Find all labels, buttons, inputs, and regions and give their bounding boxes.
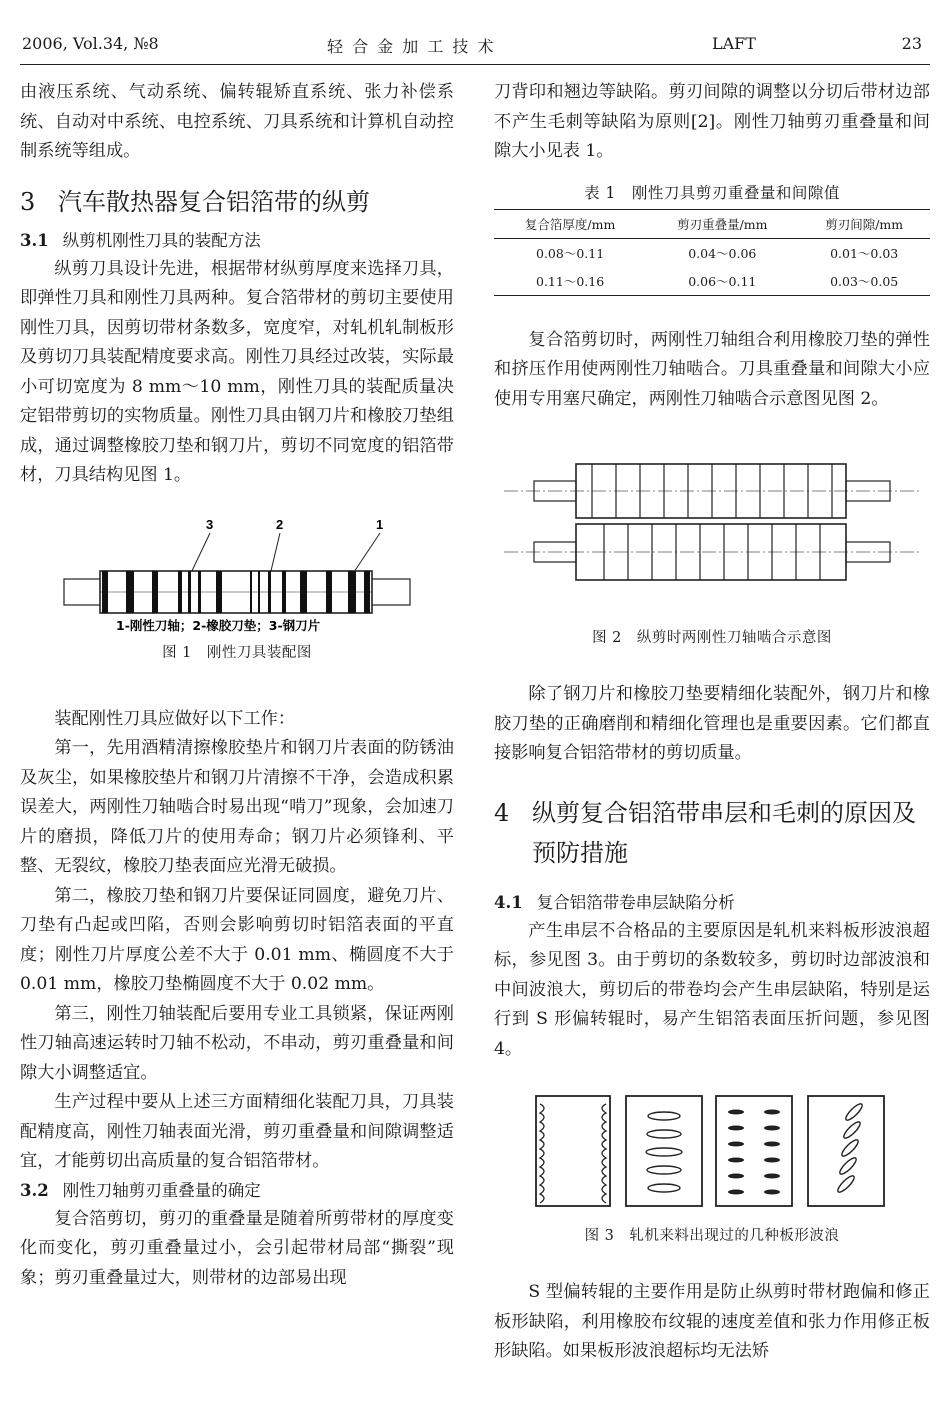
paragraph-second: 第二，橡胶刀垫和钢刀片要保证同圆度，避免刀片、刀垫有凸起或凹陷，否则会影响剪切时铝箔表面的平直度；刚性刀片厚度公差不大于 0.01 mm、椭圆度不大于 0.01 mm，橡胶刀垫椭圆度不大于 0.02 mm。	[20, 885, 454, 994]
table-header-cell: 剪刃间隙/mm	[798, 209, 930, 238]
figure-2	[494, 444, 930, 654]
diagonal-wave-panel	[808, 1096, 884, 1206]
table-cell: 0.03～0.05	[798, 267, 930, 296]
fig1-label-3: 3	[206, 516, 214, 532]
figure-3-caption: 图 3 轧机来料出现过的几种板形波浪	[584, 1228, 840, 1244]
figure-2-drawing	[494, 444, 930, 612]
table-cell: 0.06～0.11	[646, 267, 798, 296]
paragraph-3-2: 复合箔剪切，剪刃的重叠量是随着所剪带材的厚度变化而变化，剪刃重叠量过小，会引起带材局部“撕裂”现象；剪刃重叠量过大，则带材的边部易出现	[20, 1208, 454, 1288]
paragraph-4-1: 产生串层不合格品的主要原因是轧机来料板形波浪超标，参见图 3。由于剪切的条数较多，剪切时边部波浪和中间波浪大，剪切后的带卷均会产生串层缺陷，特别是运行到 S 形偏转辊时，易产生铝箔表面压折问题，参见图 4。	[494, 920, 930, 1059]
figure-1-caption: 图 1 刚性刀具装配图	[162, 644, 312, 661]
header-issue: 2006, Vol.34, №8	[22, 34, 159, 53]
fig1-legend: 1-刚性刀轴；2-橡胶刀垫；3-钢刀片	[116, 617, 321, 633]
table-cell: 0.04～0.06	[688, 245, 757, 261]
figure-1	[20, 505, 454, 683]
fig1-label-2: 2	[276, 516, 284, 532]
table-header-cell: 复合箔厚度/mm	[494, 209, 646, 238]
subsection-4-1-heading	[494, 889, 930, 917]
continued-paragraph: 刀背印和翘边等缺陷。剪刃间隙的调整以分切后带材边部不产生毛刺等缺陷为原则[2]。刚性刀轴剪刃重叠量和间隙大小见表 1。	[494, 82, 930, 161]
subsection-3-2-heading	[20, 1177, 454, 1205]
subsection-3-1-heading	[20, 227, 454, 255]
table-1-caption: 表 1 刚性刀具剪刃重叠量和间隙值	[584, 183, 840, 202]
figure-1-drawing	[20, 505, 454, 635]
subsection-title: 复合铝箔带卷串层缺陷分析	[536, 892, 735, 912]
section-title: 汽车散热器复合铝箔带的纵剪	[58, 187, 370, 216]
paragraph-third: 第三，刚性刀轴装配后要用专业工具锁紧，保证两刚性刀轴高速运转时刀轴不松动，不串动，剪刃重叠量和间隙大小调整适宜。	[20, 1003, 454, 1083]
figure-3-drawing	[494, 1090, 930, 1214]
paragraph-first: 第一，先用酒精清擦橡胶垫片和钢刀片表面的防锈油及灰尘，如果橡胶垫片和钢刀片清擦不干净，会造成积累误差大，两刚性刀轴啮合时易出现“啃刀”现象，会加速刀片的磨损，降低刀片的使用寿命；钢刀片必须锋利、平整、无裂纹，橡胶刀垫表面应光滑无破损。	[20, 738, 454, 876]
page-number: 23	[901, 34, 922, 53]
table-cell: 0.11～0.16	[494, 267, 646, 296]
section-number: 4	[494, 798, 510, 827]
table-cell: 0.08～0.11	[536, 245, 605, 261]
table-1	[494, 209, 930, 296]
subsection-number: 3.1	[20, 230, 49, 250]
subsection-number: 3.2	[20, 1180, 49, 1200]
right-column	[494, 78, 930, 1367]
header-journal-title: 轻 合 金 加 工 技 术	[327, 37, 496, 56]
left-column	[20, 78, 454, 1293]
figure-3	[494, 1090, 930, 1270]
paragraph-besides: 除了钢刀片和橡胶刀垫要精细化装配外，钢刀片和橡胶刀垫的正确磨削和精细化管理也是重要因素。它们都直接影响复合铝箔带材的剪切质量。	[494, 684, 930, 763]
paragraph-shear: 复合箔剪切时，两刚性刀轴组合利用橡胶刀垫的弹性和挤压作用使两刚性刀轴啮合。刀具重叠量和间隙大小应使用专用塞尺确定，两刚性刀轴啮合示意图见图 2。	[494, 329, 930, 409]
figure-2-caption: 图 2 纵剪时两刚性刀轴啮合示意图	[592, 630, 832, 646]
section-4-heading	[494, 793, 930, 873]
intro-paragraph: 由液压系统、气动系统、偏转辊矫直系统、张力补偿系统、自动对中系统、电控系统、刀具系统和计算机自动控制系统等组成。	[20, 82, 454, 161]
table-header-row	[494, 209, 930, 238]
paragraph-production: 生产过程中要从上述三方面精细化装配刀具，刀具装配精度高，刚性刀轴表面光滑，剪刃重叠量和间隙调整适宜，才能剪切出高质量的复合铝箔带材。	[20, 1092, 454, 1171]
center-wave-panel	[626, 1096, 702, 1206]
section-number: 3	[20, 187, 36, 216]
table-row	[494, 267, 930, 296]
paragraph-work-intro: 装配刚性刀具应做好以下工作：	[54, 708, 296, 729]
paragraph-s-roller: S 型偏转辊的主要作用是防止纵剪时带材跑偏和修正板形缺陷，利用橡胶布纹辊的速度差值和张力作用修正板形缺陷。如果板形波浪超标均无法矫	[494, 1282, 930, 1361]
table-header-cell: 剪刃重叠量/mm	[646, 209, 798, 238]
table-cell: 0.01～0.03	[830, 245, 899, 261]
edge-wave-panel	[536, 1096, 610, 1206]
subsection-title: 纵剪机刚性刀具的装配方法	[62, 230, 261, 250]
table-row	[494, 238, 930, 267]
fig1-label-1: 1	[376, 516, 384, 532]
running-header	[22, 34, 928, 62]
paragraph-3-1: 纵剪刀具设计先进，根据带材纵剪厚度来选择刀具，即弹性刀具和刚性刀具两种。复合箔带材的剪切主要使用刚性刀具，因剪切带材条数多，宽度窄，对轧机轧制板形及剪切刀具装配精度要求高。刚性刀具经过改装，实际最小可切宽度为 8 mm～10 mm，刚性刀具的装配质量决定铝带剪切的实物质量。刚性刀具由钢刀片和橡胶刀垫组成，通过调整橡胶刀垫和钢刀片，剪切不同宽度的铝箔带材，刀具结构见图 1。	[20, 258, 454, 485]
subsection-title: 刚性刀轴剪刃重叠量的确定	[62, 1180, 261, 1200]
section-3-heading	[20, 185, 454, 219]
header-rule	[20, 64, 930, 65]
header-abbrev: LAFT	[712, 34, 756, 53]
quarter-wave-panel	[716, 1096, 792, 1206]
section-title: 纵剪复合铝箔带串层和毛刺的原因及预防措施	[532, 798, 916, 867]
subsection-number: 4.1	[494, 892, 523, 912]
